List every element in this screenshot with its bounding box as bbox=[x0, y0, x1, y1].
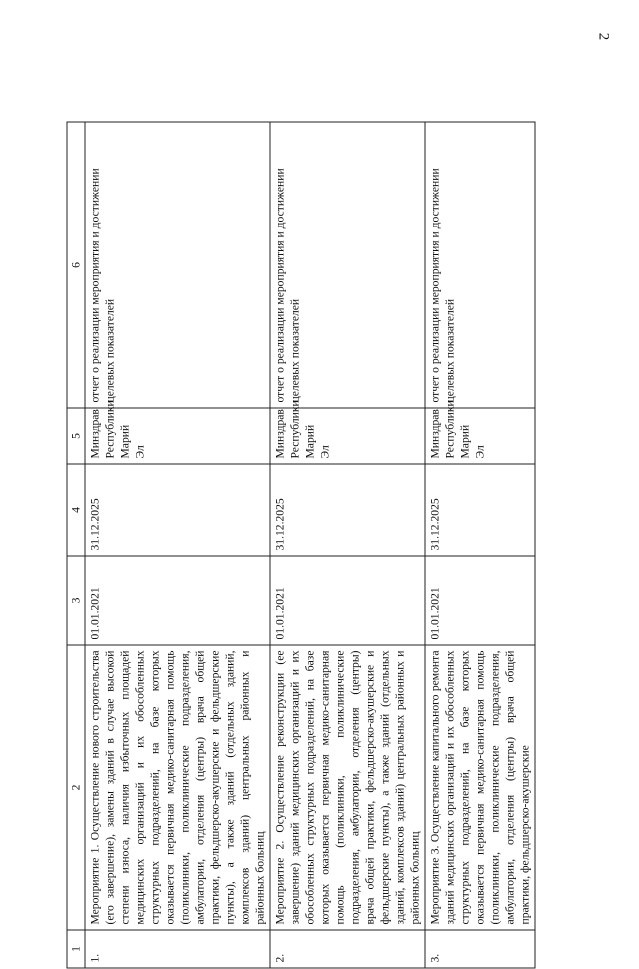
header-col-4: 4 bbox=[67, 464, 85, 556]
row-number: 1. bbox=[85, 930, 270, 968]
measure-description: Мероприятие 1. Осуществление нового строительства (его завершение), замены зданий в случае высокой степени износа, наличия избыточных площадей медицинских организаций и их обособленных структурных подразделений, на базе которых оказывается первичная медико-санитарная помощь (поликлиники, поликлинические подразделения, амбулатории, отделения (центры) врача общей практики, фельдшерско-акушерские и фельдшерские пункты), а также зданий (отдельных зданий, комплексов зданий) центральных районных и районных больниц bbox=[85, 645, 270, 930]
rotated-page-content bbox=[67, 123, 532, 969]
start-date: 01.01.2021 bbox=[85, 556, 270, 645]
table-row bbox=[270, 122, 425, 968]
page-number: 2 bbox=[595, 32, 612, 41]
header-col-6: 6 bbox=[67, 122, 85, 408]
executor: Минздрав Республики Марий Эл bbox=[270, 408, 425, 464]
header-col-2: 2 bbox=[67, 645, 85, 930]
row-number: 2. bbox=[270, 930, 425, 968]
row-number: 3. bbox=[425, 930, 535, 968]
measure-description: Мероприятие 3. Осуществление капитального ремонта зданий медицинских организаций и их обособленных структурных подразделений, на базе которых оказывается первичная медико-санитарная помощь (поликлиники, поликлинические подразделения, амбулатории, отделения (центры) врача общей практики, фельдшерско-акушерские bbox=[425, 645, 535, 930]
start-date: 01.01.2021 bbox=[270, 556, 425, 645]
expected-result: отчет о реализации мероприятия и достижении целевых показателей bbox=[425, 122, 535, 408]
end-date: 31.12.2025 bbox=[425, 464, 535, 556]
start-date: 01.01.2021 bbox=[425, 556, 535, 645]
table-row bbox=[425, 122, 535, 968]
executor: Минздрав Республики Марий Эл bbox=[85, 408, 270, 464]
header-col-3: 3 bbox=[67, 556, 85, 645]
executor: Минздрав Республики Марий Эл bbox=[425, 408, 535, 464]
header-col-5: 5 bbox=[67, 408, 85, 464]
header-col-1: 1 bbox=[67, 930, 85, 968]
expected-result: отчет о реализации мероприятия и достижении целевых показателей bbox=[85, 122, 270, 408]
measure-description: Мероприятие 2. Осуществление реконструкции (ее завершение) зданий медицинских организаций и их обособленных структурных подразделений, на базе которых оказывается первичная медико-санитарная помощь (поликлиники, поликлинические подразделения, амбулатории, отделения (центры) врача общей практики, фельдшерско-акушерские и фельдшерские пункты), а также зданий (отдельных зданий, комплексов зданий) центральных районных и районных больниц bbox=[270, 645, 425, 930]
expected-result: отчет о реализации мероприятия и достижении целевых показателей bbox=[270, 122, 425, 408]
measures-table bbox=[67, 122, 536, 969]
table-row bbox=[85, 122, 270, 968]
end-date: 31.12.2025 bbox=[85, 464, 270, 556]
end-date: 31.12.2025 bbox=[270, 464, 425, 556]
table-header-row bbox=[67, 122, 85, 968]
